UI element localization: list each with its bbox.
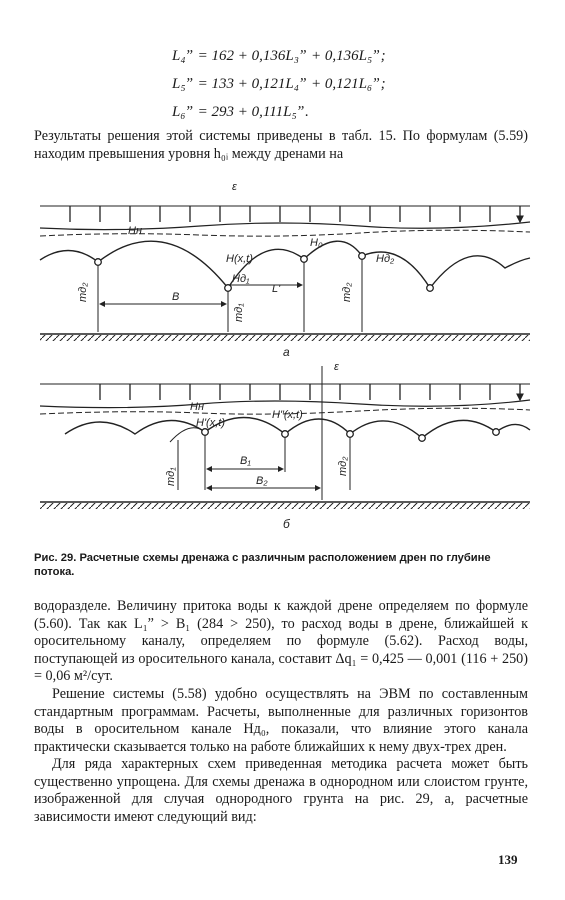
- label-b1-b: B₁: [240, 455, 251, 467]
- intro-paragraph: Результаты решения этой системы приведены в табл. 15. По формулам (5.59) находим превышения уровня h₀ᵢ между дренами на: [34, 128, 528, 162]
- label-hd2-a: Hд₂: [376, 253, 395, 265]
- label-h0-a: H₀: [310, 237, 323, 249]
- label-md1-a: mд₁: [233, 303, 245, 322]
- label-md1-b: mд₁: [165, 467, 177, 486]
- label-hn-a: Hн: [128, 225, 142, 237]
- infiltration-arrows-b: [40, 384, 530, 400]
- equation-3: L₆ˮ = 293 + 0,111L₅ˮ.: [172, 104, 309, 120]
- label-md2-a-left: mд₂: [77, 282, 89, 302]
- label-hd1-a: Hд₁: [232, 273, 250, 285]
- epsilon-b: ε: [334, 361, 339, 373]
- page-number: 139: [498, 852, 518, 867]
- paragraph-3: Для ряда характерных схем приведенная методика расчета может быть существенно упрощена. Для схемы дренажа в однородном или слоистом грунте, изображенной для случая однородного грунта на рис. 29, а, расчетные зависимости имеют следующий вид:: [34, 756, 528, 825]
- label-md2-b: mд₂: [337, 456, 349, 476]
- diagram-b: [40, 366, 530, 509]
- equation-1: L₄ˮ = 162 + 0,136L₃ˮ + 0,136L₅ˮ;: [172, 48, 386, 64]
- figure-caption: Рис. 29. Расчетные схемы дренажа с различным расположением дрен по глубине потока.: [34, 552, 491, 578]
- infiltration-arrows-a: [40, 206, 530, 222]
- paragraph-2: Решение системы (5.58) удобно осуществлять на ЭВМ по составленным стандартным программам. Расчеты, выполненные для различных горизонтов воды в оросительном канале Hд₀, показали, что влияние этого канала практически сказывается только на работе ближайших к нему двух-трех дрен.: [34, 686, 528, 755]
- equation-2: L₅ˮ = 133 + 0,121L₄ˮ + 0,121L₆ˮ;: [172, 76, 386, 92]
- label-hx-a: H(x,t): [226, 253, 253, 265]
- paragraph-1: водоразделе. Величину притока воды к каждой дрене определяем по формуле (5.60). Так как L₁ˮ > B₁ (284 > 250), то расход воды в дрене, ближайшей к оросительному каналу, определяем по формуле (5.62). Расход воды, поступающей из оросительного канала, составит Δq₁ = 0,425 — 0,001 (116 + 250) = 0,06 м²/сут.: [34, 598, 528, 684]
- diagram-a: [40, 206, 530, 341]
- label-hxpp-b: H"(x,t): [272, 409, 303, 421]
- label-hn-b: Hн: [190, 401, 204, 413]
- label-hxp-b: H'(x,t): [196, 417, 225, 429]
- epsilon-a: ε: [232, 181, 237, 193]
- label-a: а: [283, 345, 290, 359]
- figure-29: [0, 170, 565, 570]
- label-l-a: L': [272, 283, 281, 295]
- label-b2-b: B₂: [256, 475, 268, 487]
- label-b-a: B: [172, 291, 180, 303]
- label-md2-a-right: mд₂: [341, 282, 353, 302]
- diagram-a-labels: [77, 181, 395, 359]
- label-b: б: [283, 517, 290, 531]
